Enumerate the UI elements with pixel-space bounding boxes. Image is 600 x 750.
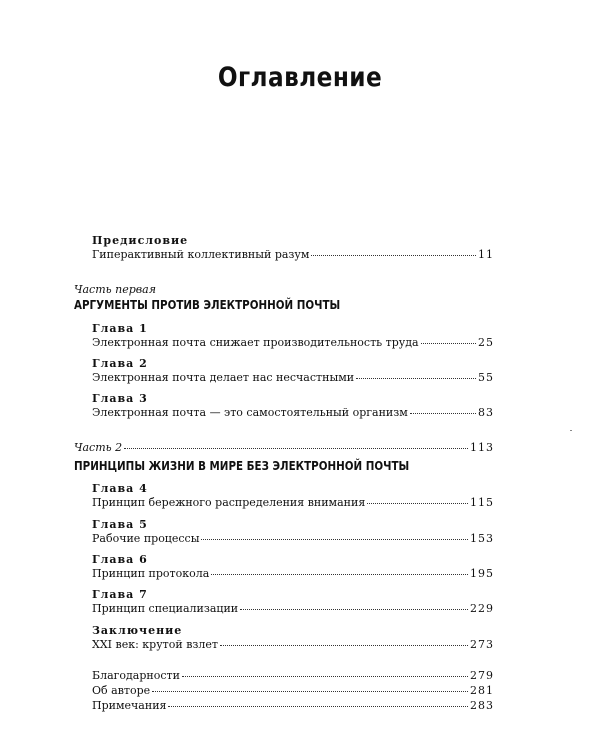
- entry-page: 195: [470, 567, 494, 580]
- preface-label: Предисловие: [92, 234, 189, 247]
- entry-text: Принцип специализации: [92, 602, 239, 615]
- entry-page: 83: [478, 406, 494, 419]
- entry-page: 281: [470, 684, 494, 697]
- entry-page: 273: [470, 638, 494, 651]
- dot-leader: [356, 378, 476, 379]
- chapter5-label: Глава 5: [92, 518, 148, 531]
- dot-leader: [410, 413, 476, 414]
- chapter3-entry: [92, 406, 494, 420]
- dot-leader: [152, 691, 468, 692]
- entry-text: Примечания: [92, 699, 167, 712]
- notes-entry: [92, 699, 494, 713]
- part1-title: АРГУМЕНТЫ ПРОТИВ ЭЛЕКТРОННОЙ ПОЧТЫ: [74, 298, 341, 312]
- dot-leader: [240, 609, 468, 610]
- chapter1-label: Глава 1: [92, 322, 148, 335]
- entry-page: 115: [470, 496, 494, 509]
- dot-leader: [220, 645, 468, 646]
- chapter2-label: Глава 2: [92, 357, 148, 370]
- dot-leader: [421, 343, 476, 344]
- dot-leader: [124, 448, 468, 449]
- entry-text: Электронная почта делает нас несчастными: [92, 371, 355, 384]
- chapter6-entry: [92, 567, 494, 581]
- chapter7-entry: [92, 602, 494, 616]
- entry-page: 11: [478, 248, 494, 261]
- entry-text: Электронная почта снижает производительность труда: [92, 336, 419, 349]
- chapter2-entry: [92, 371, 494, 385]
- part2-title: ПРИНЦИПЫ ЖИЗНИ В МИРЕ БЕЗ ЭЛЕКТРОННОЙ ПОЧТЫ: [74, 459, 410, 473]
- dot-leader: [211, 574, 468, 575]
- entry-text: Принцип протокола: [92, 567, 210, 580]
- chapter4-label: Глава 4: [92, 482, 148, 495]
- conclusion-entry: [92, 638, 494, 652]
- part2-label-entry: [74, 441, 494, 455]
- entry-text: Рабочие процессы: [92, 532, 200, 545]
- entry-text: Электронная почта — это самостоятельный организм: [92, 406, 408, 419]
- chapter5-entry: [92, 532, 494, 546]
- acknowledgements-entry: [92, 669, 494, 683]
- dot-leader: [201, 539, 468, 540]
- dot-leader: [311, 255, 476, 256]
- entry-page: 25: [478, 336, 494, 349]
- entry-text: Гиперактивный коллективный разум: [92, 248, 310, 261]
- entry-page: 153: [470, 532, 494, 545]
- chapter6-label: Глава 6: [92, 553, 148, 566]
- chapter4-entry: [92, 496, 494, 510]
- scan-speck: [570, 430, 572, 431]
- entry-text: Принцип бережного распределения внимания: [92, 496, 366, 509]
- part2-label: Часть 2: [74, 441, 123, 454]
- entry-page: 113: [470, 441, 494, 454]
- page-title: Оглавление: [217, 62, 383, 93]
- chapter3-label: Глава 3: [92, 392, 148, 405]
- chapter7-label: Глава 7: [92, 588, 148, 601]
- about-author-entry: [92, 684, 494, 698]
- entry-page: 229: [470, 602, 494, 615]
- conclusion-label: Заключение: [92, 624, 183, 637]
- dot-leader: [168, 706, 468, 707]
- dot-leader: [182, 676, 468, 677]
- part1-label: Часть первая: [74, 283, 157, 296]
- entry-text: XXI век: крутой взлет: [92, 638, 218, 651]
- dot-leader: [367, 503, 468, 504]
- chapter1-entry: [92, 336, 494, 350]
- entry-text: Об авторе: [92, 684, 151, 697]
- entry-page: 279: [470, 669, 494, 682]
- preface-entry: [92, 248, 494, 262]
- entry-page: 283: [470, 699, 494, 712]
- entry-text: Благодарности: [92, 669, 180, 682]
- entry-page: 55: [478, 371, 494, 384]
